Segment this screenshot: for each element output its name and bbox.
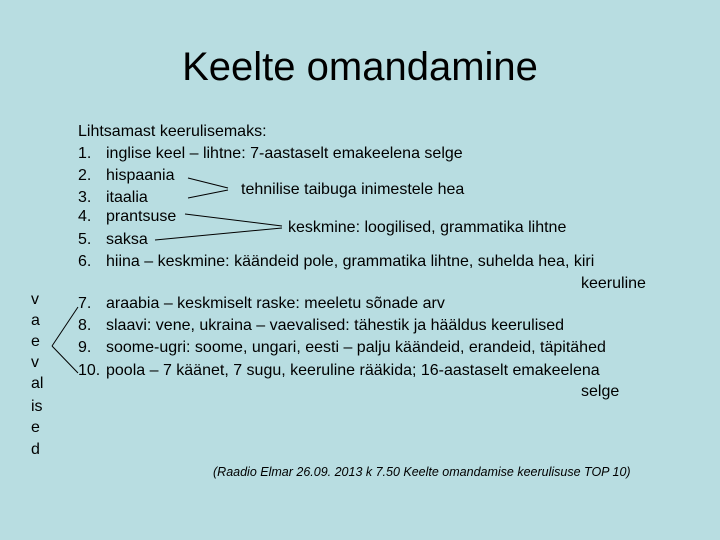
intro-line: Lihtsamast keerulisemaks: bbox=[78, 123, 267, 140]
item-text: slaavi: vene, ukraina – vaevalised: tähestik ja hääldus keerulised bbox=[106, 317, 565, 334]
item-number: 3. bbox=[78, 189, 92, 206]
item-text: araabia – keskmiselt raske: meeletu sõnade arv bbox=[106, 295, 445, 312]
list-item bbox=[78, 338, 606, 358]
page-title: Keelte omandamine bbox=[182, 45, 538, 89]
item-text: poola – 7 käänet, 7 sugu, keeruline rääkida; 16-aastaselt emakeelena bbox=[106, 362, 600, 379]
side-label-4: al bbox=[31, 375, 44, 392]
item-number: 1. bbox=[78, 145, 92, 162]
item-number: 5. bbox=[78, 231, 92, 248]
item-text: hiina – keskmine: käändeid pole, grammatika lihtne, suhelda hea, kiri bbox=[106, 253, 595, 270]
list-item bbox=[78, 207, 176, 227]
list-item bbox=[78, 230, 148, 250]
list-item bbox=[78, 188, 148, 208]
list-item bbox=[78, 144, 463, 164]
list-item bbox=[78, 294, 445, 314]
list-item bbox=[78, 166, 175, 186]
annotation-mid: keskmine: loogilised, grammatika lihtne bbox=[288, 219, 567, 236]
side-label-0: v bbox=[31, 291, 39, 308]
item-number: 2. bbox=[78, 167, 92, 184]
item-text: inglise keel – lihtne: 7-aastaselt emakeelena selge bbox=[106, 145, 463, 162]
item-number: 9. bbox=[78, 339, 92, 356]
item-text: itaalia bbox=[106, 189, 148, 206]
source-citation: (Raadio Elmar 26.09. 2013 k 7.50 Keelte omandamise keerulisuse TOP 10) bbox=[213, 465, 631, 479]
list-item bbox=[78, 252, 594, 272]
list-item bbox=[78, 316, 564, 336]
annotation-tech: tehnilise taibuga inimestele hea bbox=[241, 181, 465, 198]
item-text: soome-ugri: soome, ungari, eesti – palju käändeid, erandeid, täpitähed bbox=[106, 339, 606, 356]
item-text: saksa bbox=[106, 231, 148, 248]
item-number: 8. bbox=[78, 317, 92, 334]
item-number: 6. bbox=[78, 253, 92, 270]
item-number: 7. bbox=[78, 295, 92, 312]
list-item bbox=[78, 361, 600, 381]
side-label-1: a bbox=[31, 312, 40, 329]
item-continuation: selge bbox=[581, 383, 620, 400]
item-text: prantsuse bbox=[106, 208, 177, 225]
side-label-3: v bbox=[31, 354, 39, 371]
side-label-5: is bbox=[31, 398, 43, 415]
item-number: 4. bbox=[78, 208, 92, 225]
item-text: hispaania bbox=[106, 167, 175, 184]
side-label-7: d bbox=[31, 441, 40, 458]
item-number: 10. bbox=[78, 362, 101, 379]
side-label-2: e bbox=[31, 333, 40, 350]
side-label-6: e bbox=[31, 419, 40, 436]
item-continuation: keeruline bbox=[581, 275, 646, 292]
